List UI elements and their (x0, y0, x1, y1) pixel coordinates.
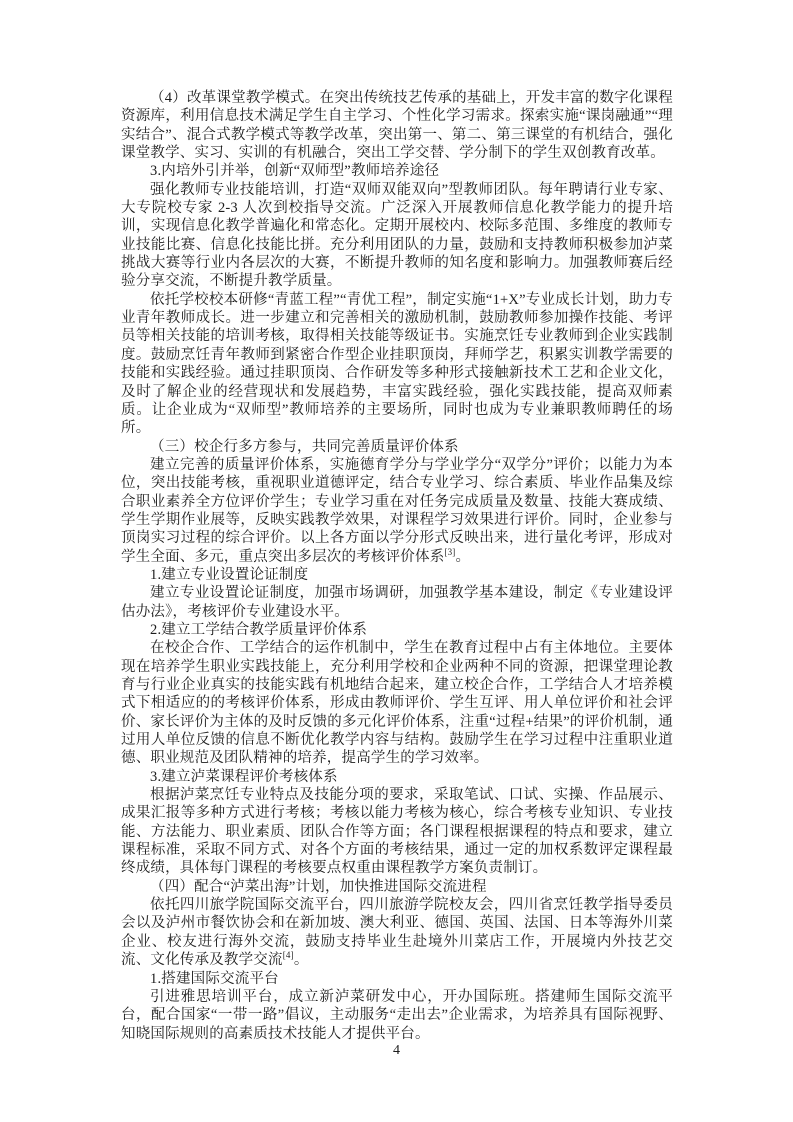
document-body (121, 89, 673, 1043)
para-international-exchange-platforms (121, 896, 673, 969)
para-school-research-programs: 依托学校校本研修“青蓝工程”“青优工程”，制定实施“1+X”专业成长计划，助力专业青年教师成长。进一步建立和完善相关的激励机制，鼓励教师参加操作技能、考评员等相关技能的培训考核，取得相关技能等级证书。实施烹饪专业教师到企业实践制度。鼓励烹饪青年教师到紧密合作型企业挂职顶岗，拜师学艺，积累实训教学需要的技能和实践经验。通过挂职顶岗、合作研发等多种形式接触新技术工艺和企业文化，及时了解企业的经营现状和发展趋势，丰富实践经验，强化实践技能，提高双师素质。让企业成为“双师型”教师培养的主要场所，同时也成为专业兼职教师聘任的场所。 (121, 291, 673, 437)
para-work-study-quality-system: 在校企合作、工学结合的运作机制中，学生在教育过程中占有主体地位。主要体现在培养学生职业实践技能上，充分利用学校和企业两种不同的资源，把课堂理论教育与行业企业真实的技能实践有机地结合起来，建立校企合作，工学结合人才培养模式下相适应的的考核评价体系，形成由教师评价、学生互评、用人单位评价和社会评价、家长评价为主体的及时反馈的多元化评价体系，注重“过程+结果”的评价机制，通过用人单位反馈的信息不断优化教学内容与结构。鼓励学生在学习过程中注重职业道德、职业规范及团队精神的培养，提高学生的学习效率。 (121, 640, 673, 767)
paragraph-tail: 。 (293, 952, 309, 969)
heading-section-four-international-exchange: （四）配合“泸菜出海”计划，加快推进国际交流进程 (150, 878, 487, 895)
heading-1-major-setup-review: 1.建立专业设置论证制度 (150, 566, 309, 583)
citation-ref-3: [3] (444, 546, 456, 557)
para-ielts-international-class: 引进雅思培训平台，成立新泸菜研发中心，开办国际班。搭建师生国际交流平台，配合国家“一带一路”倡议，主动服务“走出去”企业需求，为培养具有国际视野、知晓国际规则的高素质技术技能人才提供平台。 (121, 988, 673, 1042)
heading-section-three-quality-evaluation: （三）校企行多方参与，共同完善质量评价体系 (150, 438, 459, 455)
heading-3-teacher-cultivation: 3.内培外引并举，创新“双师型”教师培养途径 (150, 163, 440, 180)
para-quality-evaluation-system (121, 456, 673, 566)
para-major-setup-review: 建立专业设置论证制度，加强市场调研，加强教学基本建设，制定《专业建设评估办法》，考核评价专业建设水平。 (121, 585, 673, 620)
citation-ref-4: [4] (282, 950, 294, 961)
para-teacher-skill-training: 强化教师专业技能培训，打造“双师双能双向”型教师团队。每年聘请行业专家、大专院校专家 2-3 人次到校指导交流。广泛深入开展教师信息化教学能力的提升培训，实现信息化教学普遍化和常态化。定期开展校内、校际多范围、多维度的教师专业技能比赛、信息化技能比拼。充分利用团队的力量，鼓励和支持教师积极参加泸菜挑战大赛等行业内各层次的大赛，不断提升教师的知名度和影响力。加强教师赛后经验分享交流，不断提升教学质量。 (121, 181, 673, 290)
heading-3-lucai-course-evaluation: 3.建立泸菜课程评价考核体系 (150, 768, 338, 785)
paragraph-tail: 。 (455, 548, 471, 565)
heading-1-build-international-platform: 1.搭建国际交流平台 (150, 970, 279, 987)
page-number: 4 (393, 1043, 400, 1058)
heading-2-work-study-quality-system: 2.建立工学结合教学质量评价体系 (150, 621, 368, 638)
paragraph-text: 依托四川旅学院国际交流平台，四川旅游学院校友会，四川省烹饪教学指导委员会以及泸州市餐饮协会和在新加坡、澳大利亚、德国、英国、法国、日本等海外川菜企业、校友进行海外交流，鼓励支持毕业生赴境外川菜店工作，开展境内外技艺交流、文化传承及教学交流 (121, 897, 673, 969)
para-reform-classroom-teaching: （4）改革课堂教学模式。在突出传统技艺传承的基础上，开发丰富的数字化课程资源库，利用信息技术满足学生自主学习、个性化学习需求。探索实施“课岗融通”“理实结合”、混合式教学模式等教学改革，突出第一、第二、第三课堂的有机结合，强化课堂教学、实习、实训的有机融合，突出工学交替、学分制下的学生双创教育改革。 (121, 90, 673, 162)
para-lucai-course-evaluation: 根据泸菜烹饪专业特点及技能分项的要求，采取笔试、口试、实操、作品展示、成果汇报等多种方式进行考核；考核以能力考核为核心，综合考核专业知识、专业技能、方法能力、职业素质、团队合作等方面；各门课程根据课程的特点和要求，建立课程标准，采取不同方式、对各个方面的考核结果，通过一定的加权系数评定课程最终成绩，具体每门课程的考核要点权重由课程教学方案负责制订。 (121, 787, 673, 877)
paragraph-text: 建立完善的质量评价体系，实施德育学分与学业学分“双学分”评价；以能力为本位，突出技能考核，重视职业道德评定，结合专业学习、综合素质、毕业作品集及综合职业素养全方位评价学生；专业学习重在对任务完成质量及数量、技能大赛成绩、学生学期作业展等，反映实践教学效果，对课程学习效果进行评价。同时，企业参与顶岗实习过程的综合评价。以上各方面以学分形式反映出来，进行量化考评，形成对学生全面、多元，重点突出多层次的考核评价体系 (121, 456, 673, 565)
